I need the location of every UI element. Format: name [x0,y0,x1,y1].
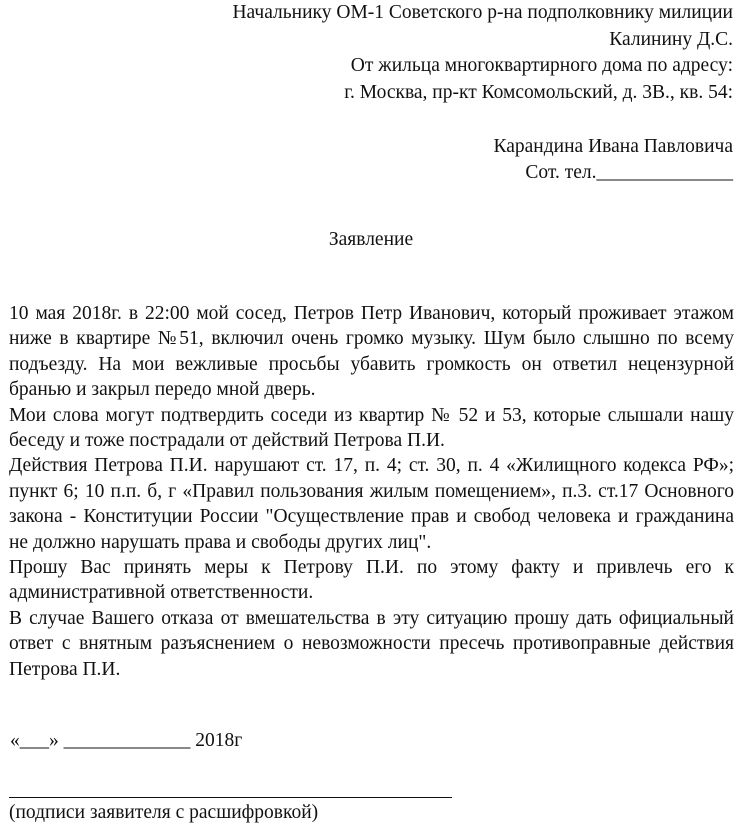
body-paragraph: 10 мая 2018г. в 22:00 мой сосед, Петров Петр Иванович, который проживает этажом ниже в квартире №51, включил очень громко музыку. Шум было слышно по всему подъезду. На мои вежливые просьбы убавить громкость он ответил нецензурной бранью и закрыл передо мной дверь. [9,303,734,401]
body-paragraph: Действия Петрова П.И. нарушают ст. 17, п. 4; ст. 30, п. 4 «Жилищного кодекса РФ»; пункт 6; 10 п.п. б, г «Правил пользования жилым помещением», п.3. ст.17 Основного закона - Конституции России "Осуществление прав и свобод человека и гражданина не должно нарушать права и свободы других лиц". [9,455,734,553]
header-line: Сот. тел.______________ [525,162,733,184]
document-body [9,301,734,682]
header-line: От жильца многоквартирного дома по адресу: [350,55,733,77]
document-title: Заявление [328,229,414,250]
header-line: г. Москва, пр-кт Комсомольский, д. 3В., кв. 54: [344,82,733,104]
addressee-header [232,0,733,187]
signature-line [9,797,452,798]
header-spacer [232,107,733,134]
body-paragraph: Прошу Вас принять меры к Петрову П.И. по этому факту и привлечь его к административной ответственности. [9,557,734,604]
body-paragraph: В случае Вашего отказа от вмешательства в эту ситуацию прошу дать официальный ответ с внятным разъяснением о невозможности пресечь противоправные действия Петрова П.И. [9,607,734,680]
body-paragraph: Мои слова могут подтвердить соседи из квартир № 52 и 53, которые слышали нашу беседу и тоже пострадали от действий Петрова П.И. [9,404,734,452]
header-line: Карандина Ивана Павловича [493,135,733,157]
header-line: Калинину Д.С. [609,28,733,50]
date-line: «___» _____________ 2018г [10,730,243,751]
signature-caption: (подписи заявителя с расшифровкой) [9,802,319,823]
header-line: Начальнику ОМ-1 Советского р-на подполковнику милиции [232,2,733,23]
